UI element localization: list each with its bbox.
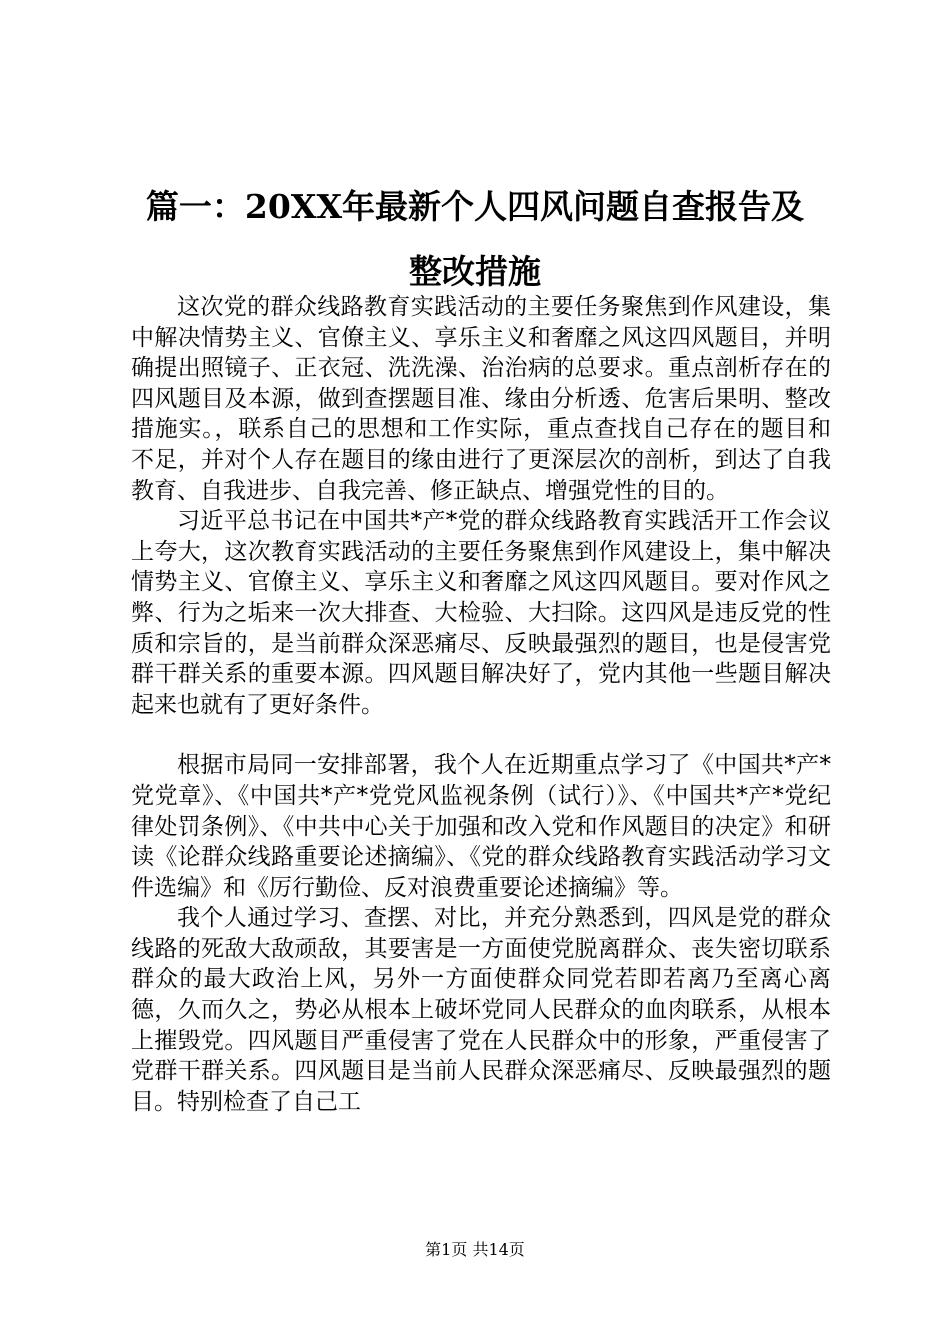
paragraph-4: 我个人通过学习、查摆、对比，并充分熟悉到，四风是党的群众线路的死敌大敌顽敌，其要害是一方面使党脱离群众、丧失密切联系群众的最大政治上风，另外一方面使群众同党若即若离乃至离心离德，久而久之，势必从根本上破坏党同人民群众的血肉联系，从根本上摧毁党。四风题目严重侵害了党在人民群众中的形象，严重侵害了党群干群关系。四风题目是当前人民群众深恶痛尽、反映最强烈的题目。特别检查了自己工 [131,905,831,1115]
document-title-line-2: 整改措施 [409,252,541,291]
paragraph-3: 根据市局同一安排部署，我个人在近期重点学习了《中国共*产*党党章》、《中国共*产*党党风监视条例（试行）》、《中国共*产*党纪律处罚条例》、《中共中心关于加强和改入党和作风题目的决定》和研读《论群众线路重要论述摘编》、《党的群众线路教育实践活动学习文件选编》和《厉行勤俭、反对浪费重要论述摘编》等。 [131,752,831,901]
paragraph-2: 习近平总书记在中国共*产*党的群众线路教育实践活开工作会议上夸大，这次教育实践活动的主要任务聚焦到作风建设上，集中解决情势主义、官僚主义、享乐主义和奢靡之风这四风题目。要对作风之弊、行为之垢来一次大排查、大检验、大扫除。这四风是违反党的性质和宗旨的，是当前群众深恶痛尽、反映最强烈的题目，也是侵害党群干群关系的重要本源。四风题目解决好了，党内其他一些题目解决起来也就有了更好条件。 [131,508,831,718]
paragraph-gap [131,720,831,750]
page-footer: 第1页 共14页 [425,1240,525,1259]
document-title-line-1: 篇一：20XX年最新个人四风问题自查报告及 [145,187,805,226]
paragraph-1: 这次党的群众线路教育实践活动的主要任务聚焦到作风建设，集中解决情势主义、官僚主义、享乐主义和奢靡之风这四风题目，并明确提出照镜子、正衣冠、洗洗澡、治治病的总要求。重点剖析存在的四风题目及本源，做到查摆题目准、缘由分析透、危害后果明、整改措施实。，联系自己的思想和工作实际，重点查找自己存在的题目和不足，并对个人存在题目的缘由进行了更深层次的剖析，到达了自我教育、自我进步、自我完善、修正缺点、增强党性的目的。 [131,294,831,504]
document-body [131,292,831,1117]
